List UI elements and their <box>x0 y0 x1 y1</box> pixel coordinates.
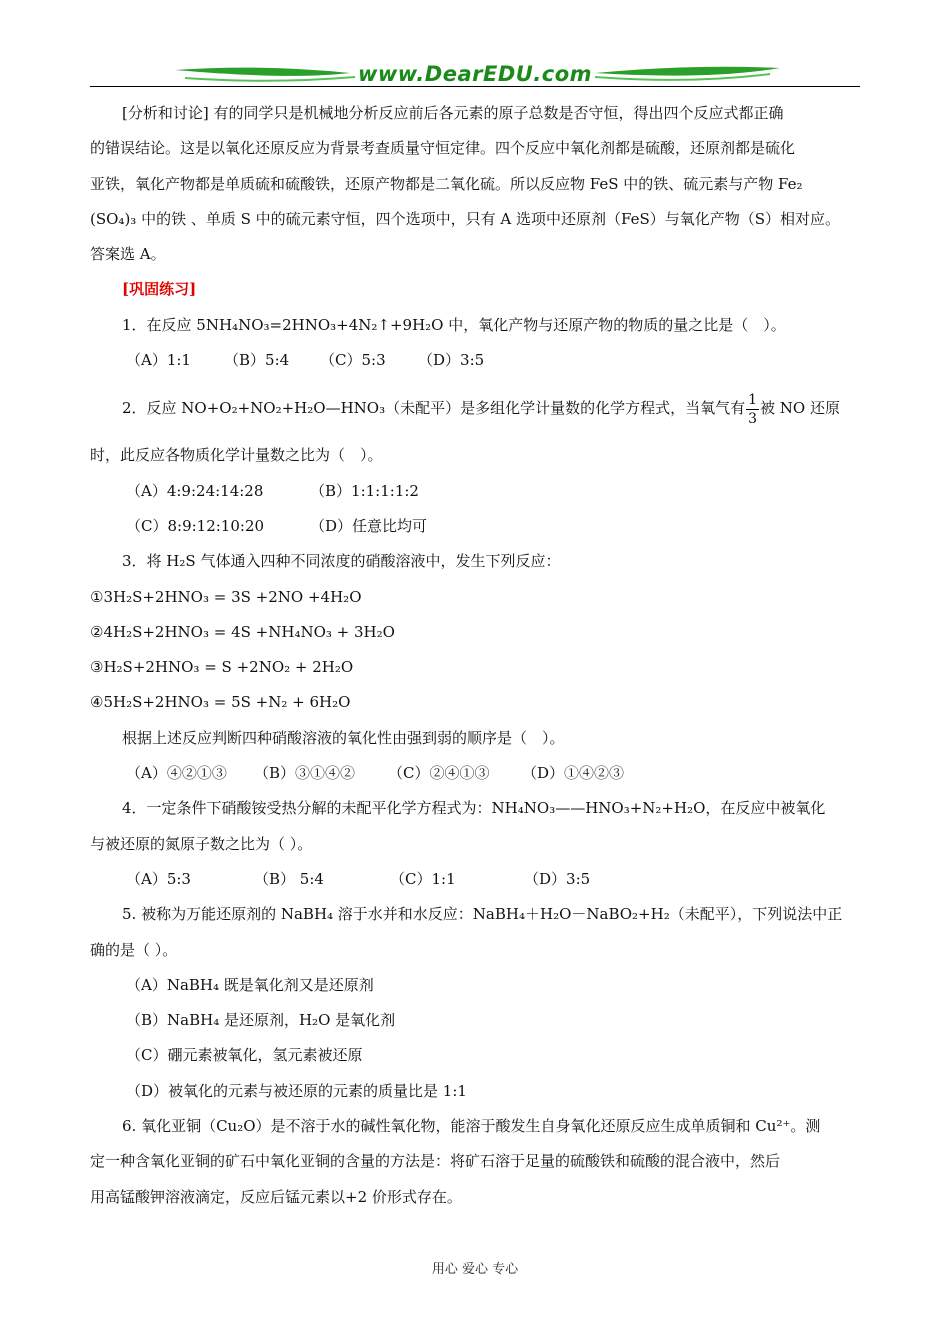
q5-option-a: （A）NaBH₄ 既是氧化剂又是还原剂 <box>126 975 374 994</box>
analysis-line: (SO₄)₃ 中的铁 、单质 S 中的硫元素守恒，四个选项中，只有 A 选项中还原剂（FeS）与氧化产物（S）相对应。 <box>90 209 841 228</box>
page-footer: 用心 爱心 专心 <box>431 1262 519 1277</box>
q2-stem-b: 被 NO 还原 <box>760 399 840 418</box>
fraction-denominator: 3 <box>748 410 758 427</box>
q1-option-d: （D）3:5 <box>418 351 485 370</box>
analysis-line: 的错误结论。这是以氧化还原反应为背景考查质量守恒定律。四个反应中氧化剂都是硫酸，还原剂都是硫化 <box>90 139 796 158</box>
q2-options-row-2 <box>90 509 860 544</box>
q2-option-b: （B）1:1:1:1:2 <box>310 481 419 500</box>
q2-option-a: （A）4:9:24:14:28 <box>126 481 264 500</box>
q3-option-b: （B）③①④② <box>254 764 356 783</box>
q1-option-a: （A）1:1 <box>126 351 191 370</box>
q3-option-c: （C）②④①③ <box>388 764 490 783</box>
q6-line: 6. 氧化亚铜（Cu₂O）是不溶于水的碱性氧化物，能溶于酸发生自身氧化还原反应生成单质铜和 Cu²⁺。测 <box>122 1117 821 1136</box>
q2-stem-line <box>90 378 860 438</box>
q4-option-a: （A）5:3 <box>126 869 191 888</box>
q2-option-c: （C）8:9:12:10:20 <box>126 516 265 535</box>
q1-option-b: （B）5:4 <box>224 351 290 370</box>
q3-option-d: （D）①④②③ <box>522 764 625 783</box>
q2-stem-a: 2．反应 NO+O₂+NO₂+H₂O—HNO₃（未配平）是多组化学计量数的化学方程式，当氧气有 <box>122 399 746 418</box>
document-body <box>90 96 860 1215</box>
q4-option-b: （B） 5:4 <box>254 869 324 888</box>
q3-option-a: （A）④②①③ <box>126 764 227 783</box>
q5-option-b: （B）NaBH₄ 是还原剂，H₂O 是氧化剂 <box>126 1011 396 1030</box>
q3-stem: 3．将 H₂S 气体通入四种不同浓度的硝酸溶液中，发生下列反应： <box>122 552 561 571</box>
q3-options <box>90 756 860 791</box>
q2-fraction <box>746 391 759 428</box>
q4-stem-1: 4．一定条件下硝酸铵受热分解的未配平化学方程式为：NH₄NO₃——HNO₃+N₂+H₂O，在反应中被氧化 <box>122 799 826 818</box>
q2-option-d: （D）任意比均可 <box>310 516 428 535</box>
fraction-numerator: 1 <box>748 391 758 408</box>
analysis-line: 亚铁，氧化产物都是单质硫和硫酸铁，还原产物都是二氧化硫。所以反应物 FeS 中的铁、硫元素与产物 Fe₂ <box>90 174 803 193</box>
section-title: [巩固练习] <box>122 280 197 299</box>
q1-stem: 1．在反应 5NH₄NO₃=2HNO₃+4N₂↑+9H₂O 中，氧化产物与还原产物的物质的量之比是（ ）。 <box>122 315 786 334</box>
header-rule <box>90 86 860 87</box>
q1-option-c: （C）5:3 <box>320 351 386 370</box>
q6-line: 定一种含氧化亚铜的矿石中氧化亚铜的含量的方法是：将矿石溶于足量的硫酸铁和硫酸的混合液中，然后 <box>90 1152 781 1171</box>
q4-option-d: （D）3:5 <box>524 869 591 888</box>
q3-reaction: ④5H₂S+2HNO₃ = 5S +N₂ + 6H₂O <box>90 693 351 712</box>
q5-option-d: （D）被氧化的元素与被还原的元素的质量比是 1:1 <box>126 1081 467 1100</box>
q3-reaction: ③H₂S+2HNO₃ = S +2NO₂ + 2H₂O <box>90 658 354 677</box>
q4-option-c: （C）1:1 <box>390 869 456 888</box>
q4-stem-2: 与被还原的氮原子数之比为（ ）。 <box>90 834 313 853</box>
analysis-line: 答案选 A。 <box>90 245 166 264</box>
q3-reaction: ①3H₂S+2HNO₃ = 3S +2NO +4H₂O <box>90 587 362 606</box>
q5-stem-1: 5. 被称为万能还原剂的 NaBH₄ 溶于水并和水反应：NaBH₄＋H₂O－NaBO₂+H₂（未配平），下列说法中正 <box>122 905 843 924</box>
q2-options-row-1 <box>90 474 860 509</box>
q5-option-c: （C）硼元素被氧化，氢元素被还原 <box>126 1046 363 1065</box>
q3-reaction: ②4H₂S+2HNO₃ = 4S +NH₄NO₃ + 3H₂O <box>90 622 395 641</box>
q6-line: 用高锰酸钾溶液滴定，反应后锰元素以+2 价形式存在。 <box>90 1187 462 1206</box>
q4-options <box>90 862 860 897</box>
q5-stem-2: 确的是（ ）。 <box>90 940 178 959</box>
analysis-line: [分析和讨论] 有的同学只是机械地分析反应前后各元素的原子总数是否守恒，得出四个反应式都正确 <box>122 104 784 122</box>
q1-options <box>90 343 860 378</box>
site-logo-text[interactable]: www.DearEDU.com <box>357 62 593 86</box>
q3-question: 根据上述反应判断四种硝酸溶液的氧化性由强到弱的顺序是（ ）。 <box>122 728 565 747</box>
q2-stem-c: 时，此反应各物质化学计量数之比为（ ）。 <box>90 446 383 465</box>
